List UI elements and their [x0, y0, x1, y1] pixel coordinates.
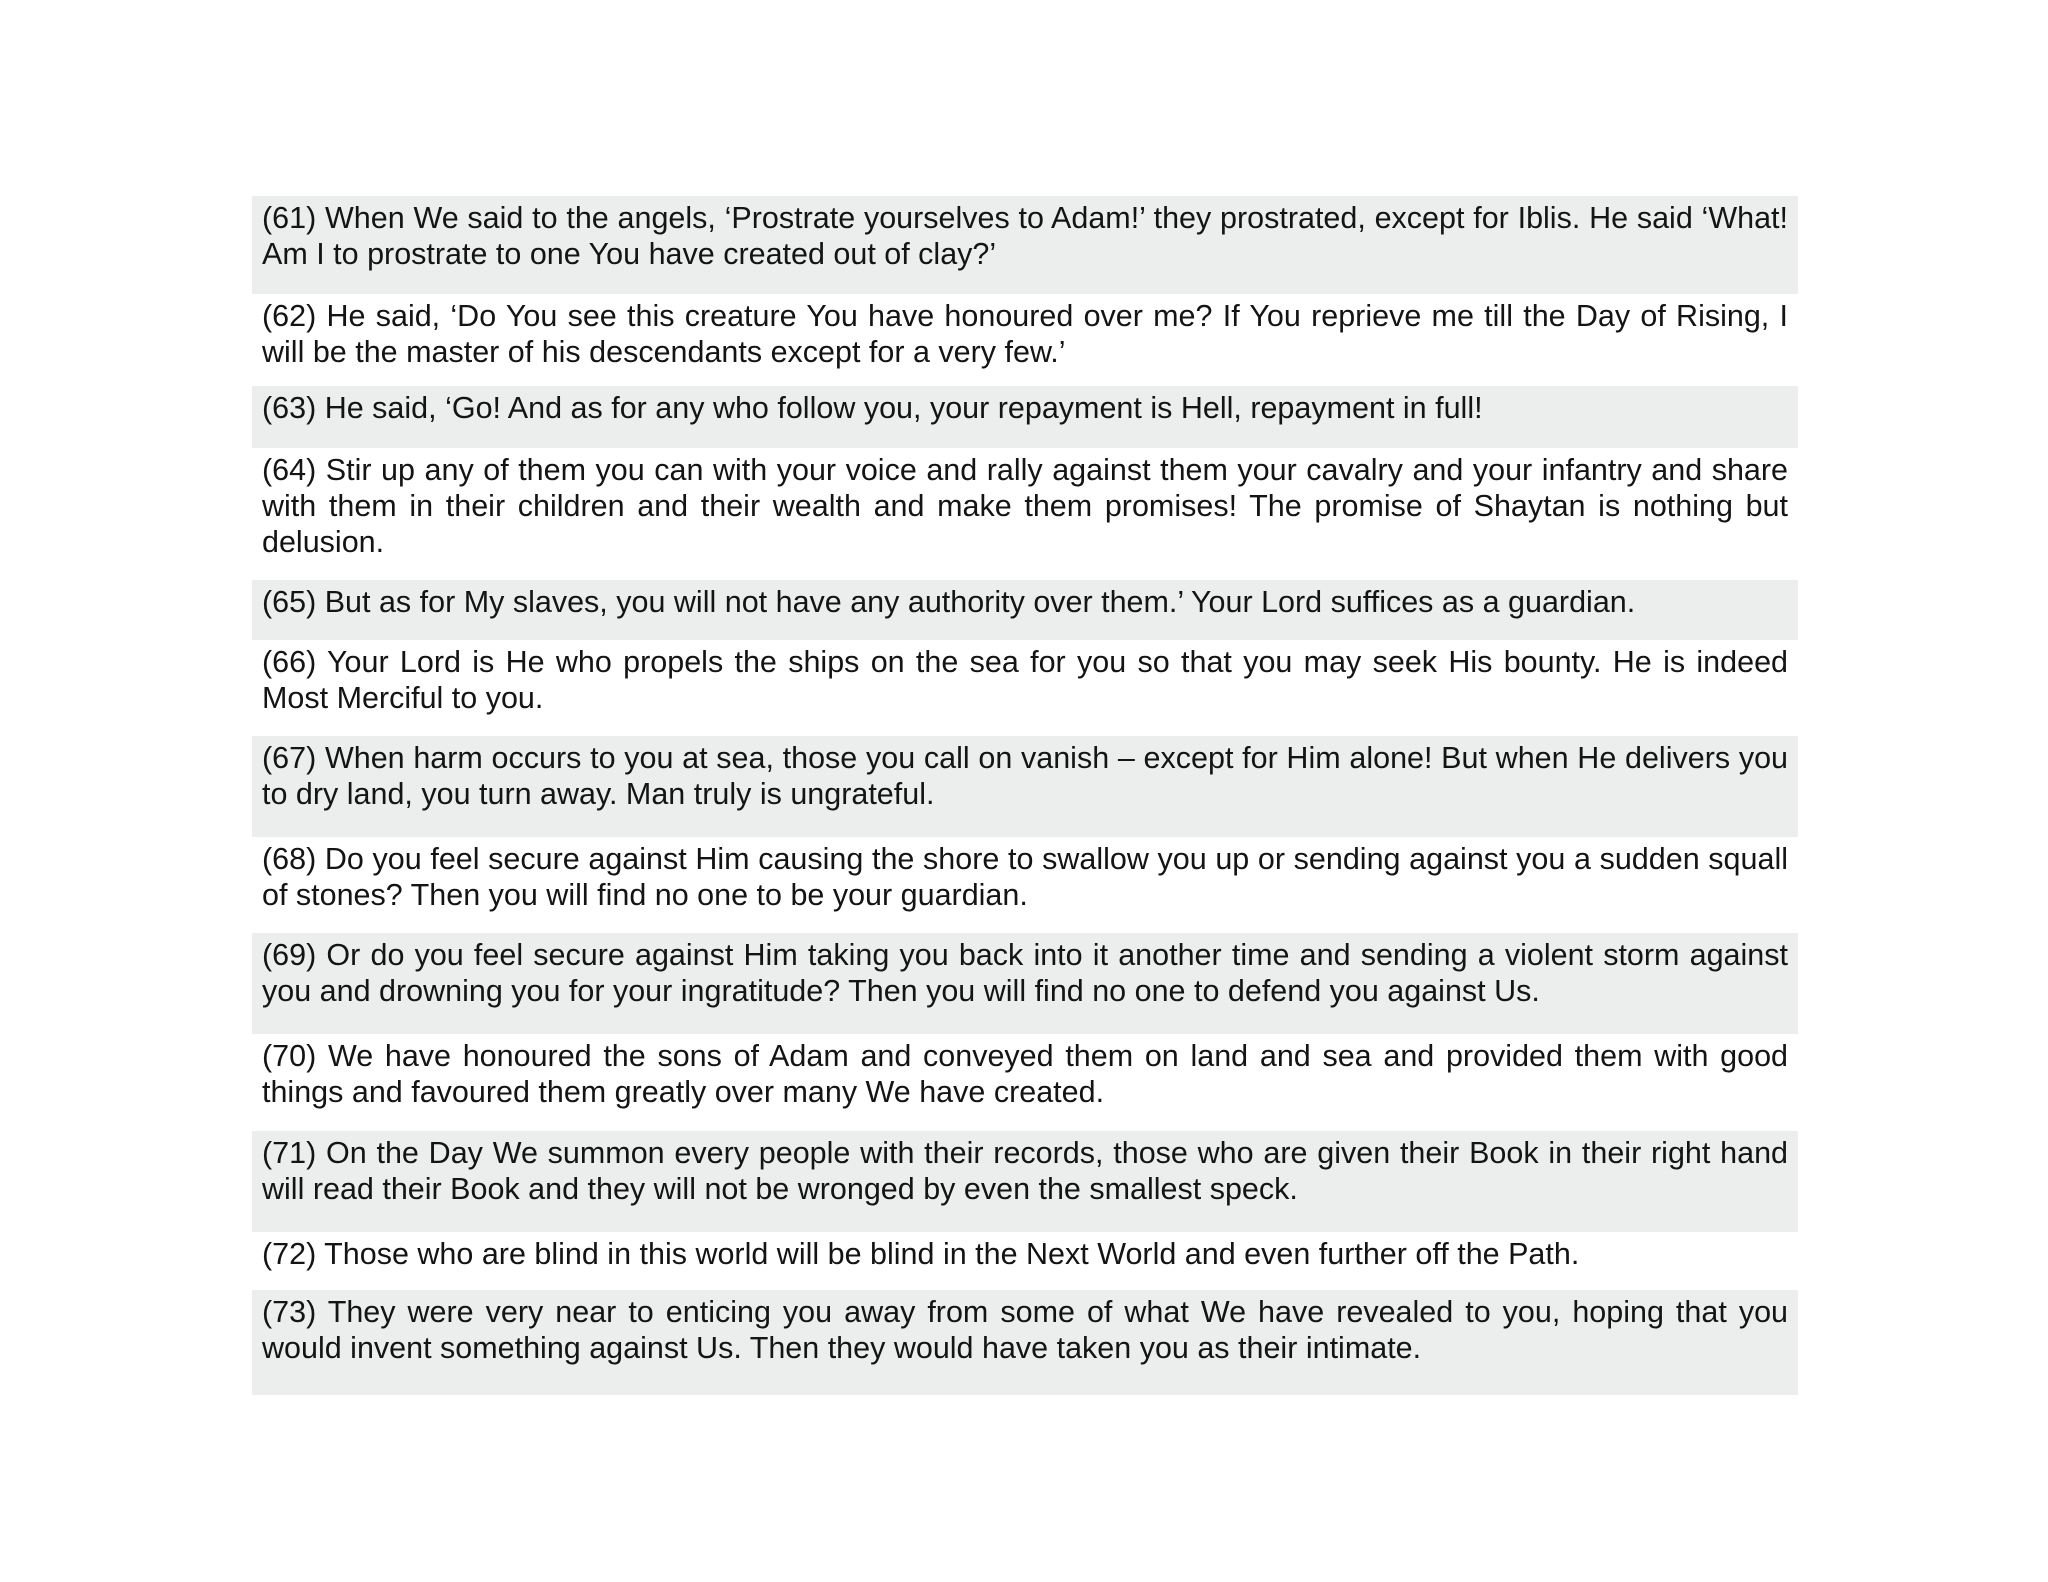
verse-64: (64) Stir up any of them you can with your voice and rally against them your cavalry and your infantry and share with them in their children and their wealth and make them promises! The promise of Shaytan is nothing but delusion.: [252, 448, 1798, 580]
verse-62: (62) He said, ‘Do You see this creature You have honoured over me? If You reprieve me till the Day of Rising, I will be the master of his descendants except for a very few.’: [252, 294, 1798, 386]
verse-list: [252, 196, 1798, 1395]
verse-72: (72) Those who are blind in this world will be blind in the Next World and even further off the Path.: [252, 1232, 1798, 1290]
verse-63: (63) He said, ‘Go! And as for any who follow you, your repayment is Hell, repayment in full!: [262, 391, 1483, 425]
verse-68: (68) Do you feel secure against Him causing the shore to swallow you up or sending against you a sudden squall of stones? Then you will find no one to be your guardian.: [252, 837, 1798, 933]
verse-66: (66) Your Lord is He who propels the ships on the sea for you so that you may seek His bounty. He is indeed Most Merciful to you.: [252, 640, 1798, 736]
verse-70: (70) We have honoured the sons of Adam and conveyed them on land and sea and provided them with good things and favoured them greatly over many We have created.: [252, 1034, 1798, 1131]
verse-65: (65) But as for My slaves, you will not have any authority over them.’ Your Lord suffices as a guardian.: [262, 585, 1636, 619]
verse-69: (69) Or do you feel secure against Him taking you back into it another time and sending a violent storm against you and drowning you for your ingratitude? Then you will find no one to defend you against Us.: [262, 938, 1788, 1008]
verse-61: (61) When We said to the angels, ‘Prostrate yourselves to Adam!’ they prostrated, except for Iblis. He said ‘What! Am I to prostrate to one You have created out of clay?’: [262, 201, 1788, 271]
verse-73: (73) They were very near to enticing you away from some of what We have revealed to you, hoping that you would invent something against Us. Then they would have taken you as their intimate.: [262, 1295, 1788, 1365]
verse-67: (67) When harm occurs to you at sea, those you call on vanish – except for Him alone! But when He delivers you to dry land, you turn away. Man truly is ungrateful.: [262, 741, 1788, 811]
verse-71: (71) On the Day We summon every people with their records, those who are given their Book in their right hand will read their Book and they will not be wronged by even the smallest speck.: [262, 1136, 1788, 1206]
